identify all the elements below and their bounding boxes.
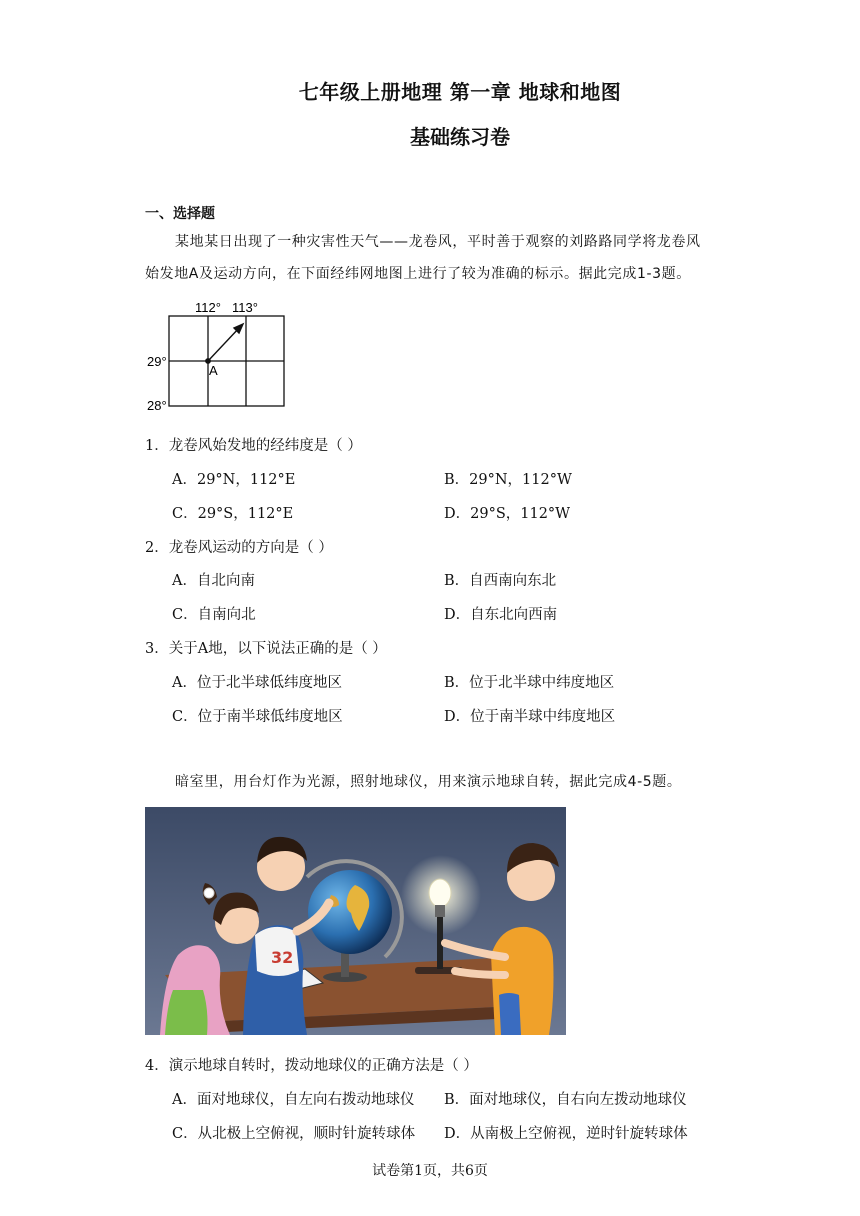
globe-lamp-illustration (145, 807, 566, 1035)
shirt-number: 32 (271, 948, 294, 967)
lat-lon-grid-figure (144, 298, 294, 413)
question-2-option-a[interactable]: A．自北向南 (172, 573, 255, 589)
intro-paragraph-line-1: 某地某日出现了一种灾害性天气——龙卷风，平时善于观察的刘路路同学将龙卷风 (175, 234, 701, 250)
question-4-option-b[interactable]: B．面对地球仪，自右向左拨动地球仪 (444, 1092, 687, 1108)
question-3-option-b[interactable]: B．位于北半球中纬度地区 (444, 675, 615, 691)
question-2-stem: 2．龙卷风运动的方向是（ ） (145, 540, 333, 556)
page-title: 七年级上册地理 第一章 地球和地图 (298, 80, 622, 104)
question-1-option-d[interactable]: D．29°S，112°W (444, 506, 571, 522)
question-1-stem: 1．龙卷风始发地的经纬度是（ ） (145, 438, 362, 454)
question-4-stem: 4．演示地球自转时，拨动地球仪的正确方法是（ ） (145, 1058, 478, 1074)
lat-label-29: 29° (147, 354, 167, 369)
question-3-option-a[interactable]: A．位于北半球低纬度地区 (172, 675, 342, 691)
question-3-option-c[interactable]: C．位于南半球低纬度地区 (172, 709, 343, 725)
question-4-option-c[interactable]: C．从北极上空俯视，顺时针旋转球体 (172, 1126, 416, 1142)
section-heading: 一、选择题 (145, 206, 215, 222)
intro-paragraph-line-2: 始发地A及运动方向，在下面经纬网地图上进行了较为准确的标示。据此完成1-3题。 (145, 266, 691, 282)
question-4-option-d[interactable]: D．从南极上空俯视，逆时针旋转球体 (444, 1126, 688, 1142)
page-subtitle: 基础练习卷 (410, 125, 510, 149)
question-3-option-d[interactable]: D．位于南半球中纬度地区 (444, 709, 616, 725)
section-2-intro: 暗室里，用台灯作为光源，照射地球仪，用来演示地球自转，据此完成4-5题。 (175, 774, 682, 790)
question-2-option-b[interactable]: B．自西南向东北 (444, 573, 557, 589)
question-1-option-c[interactable]: C．29°S，112°E (172, 506, 294, 522)
question-1-option-b[interactable]: B．29°N，112°W (444, 472, 572, 488)
question-4-option-a[interactable]: A．面对地球仪，自左向右拨动地球仪 (172, 1092, 415, 1108)
question-3-stem: 3．关于A地，以下说法正确的是（ ） (145, 641, 387, 657)
question-2-option-c[interactable]: C．自南向北 (172, 607, 256, 623)
lon-label-113: 113° (232, 300, 258, 315)
question-2-option-d[interactable]: D．自东北向西南 (444, 607, 558, 623)
question-1-option-a[interactable]: A．29°N，112°E (172, 472, 296, 488)
point-a-label: A (209, 363, 218, 378)
lat-label-28: 28° (147, 398, 167, 413)
lon-label-112: 112° (195, 300, 221, 315)
page-footer: 试卷第1页，共6页 (372, 1163, 488, 1179)
